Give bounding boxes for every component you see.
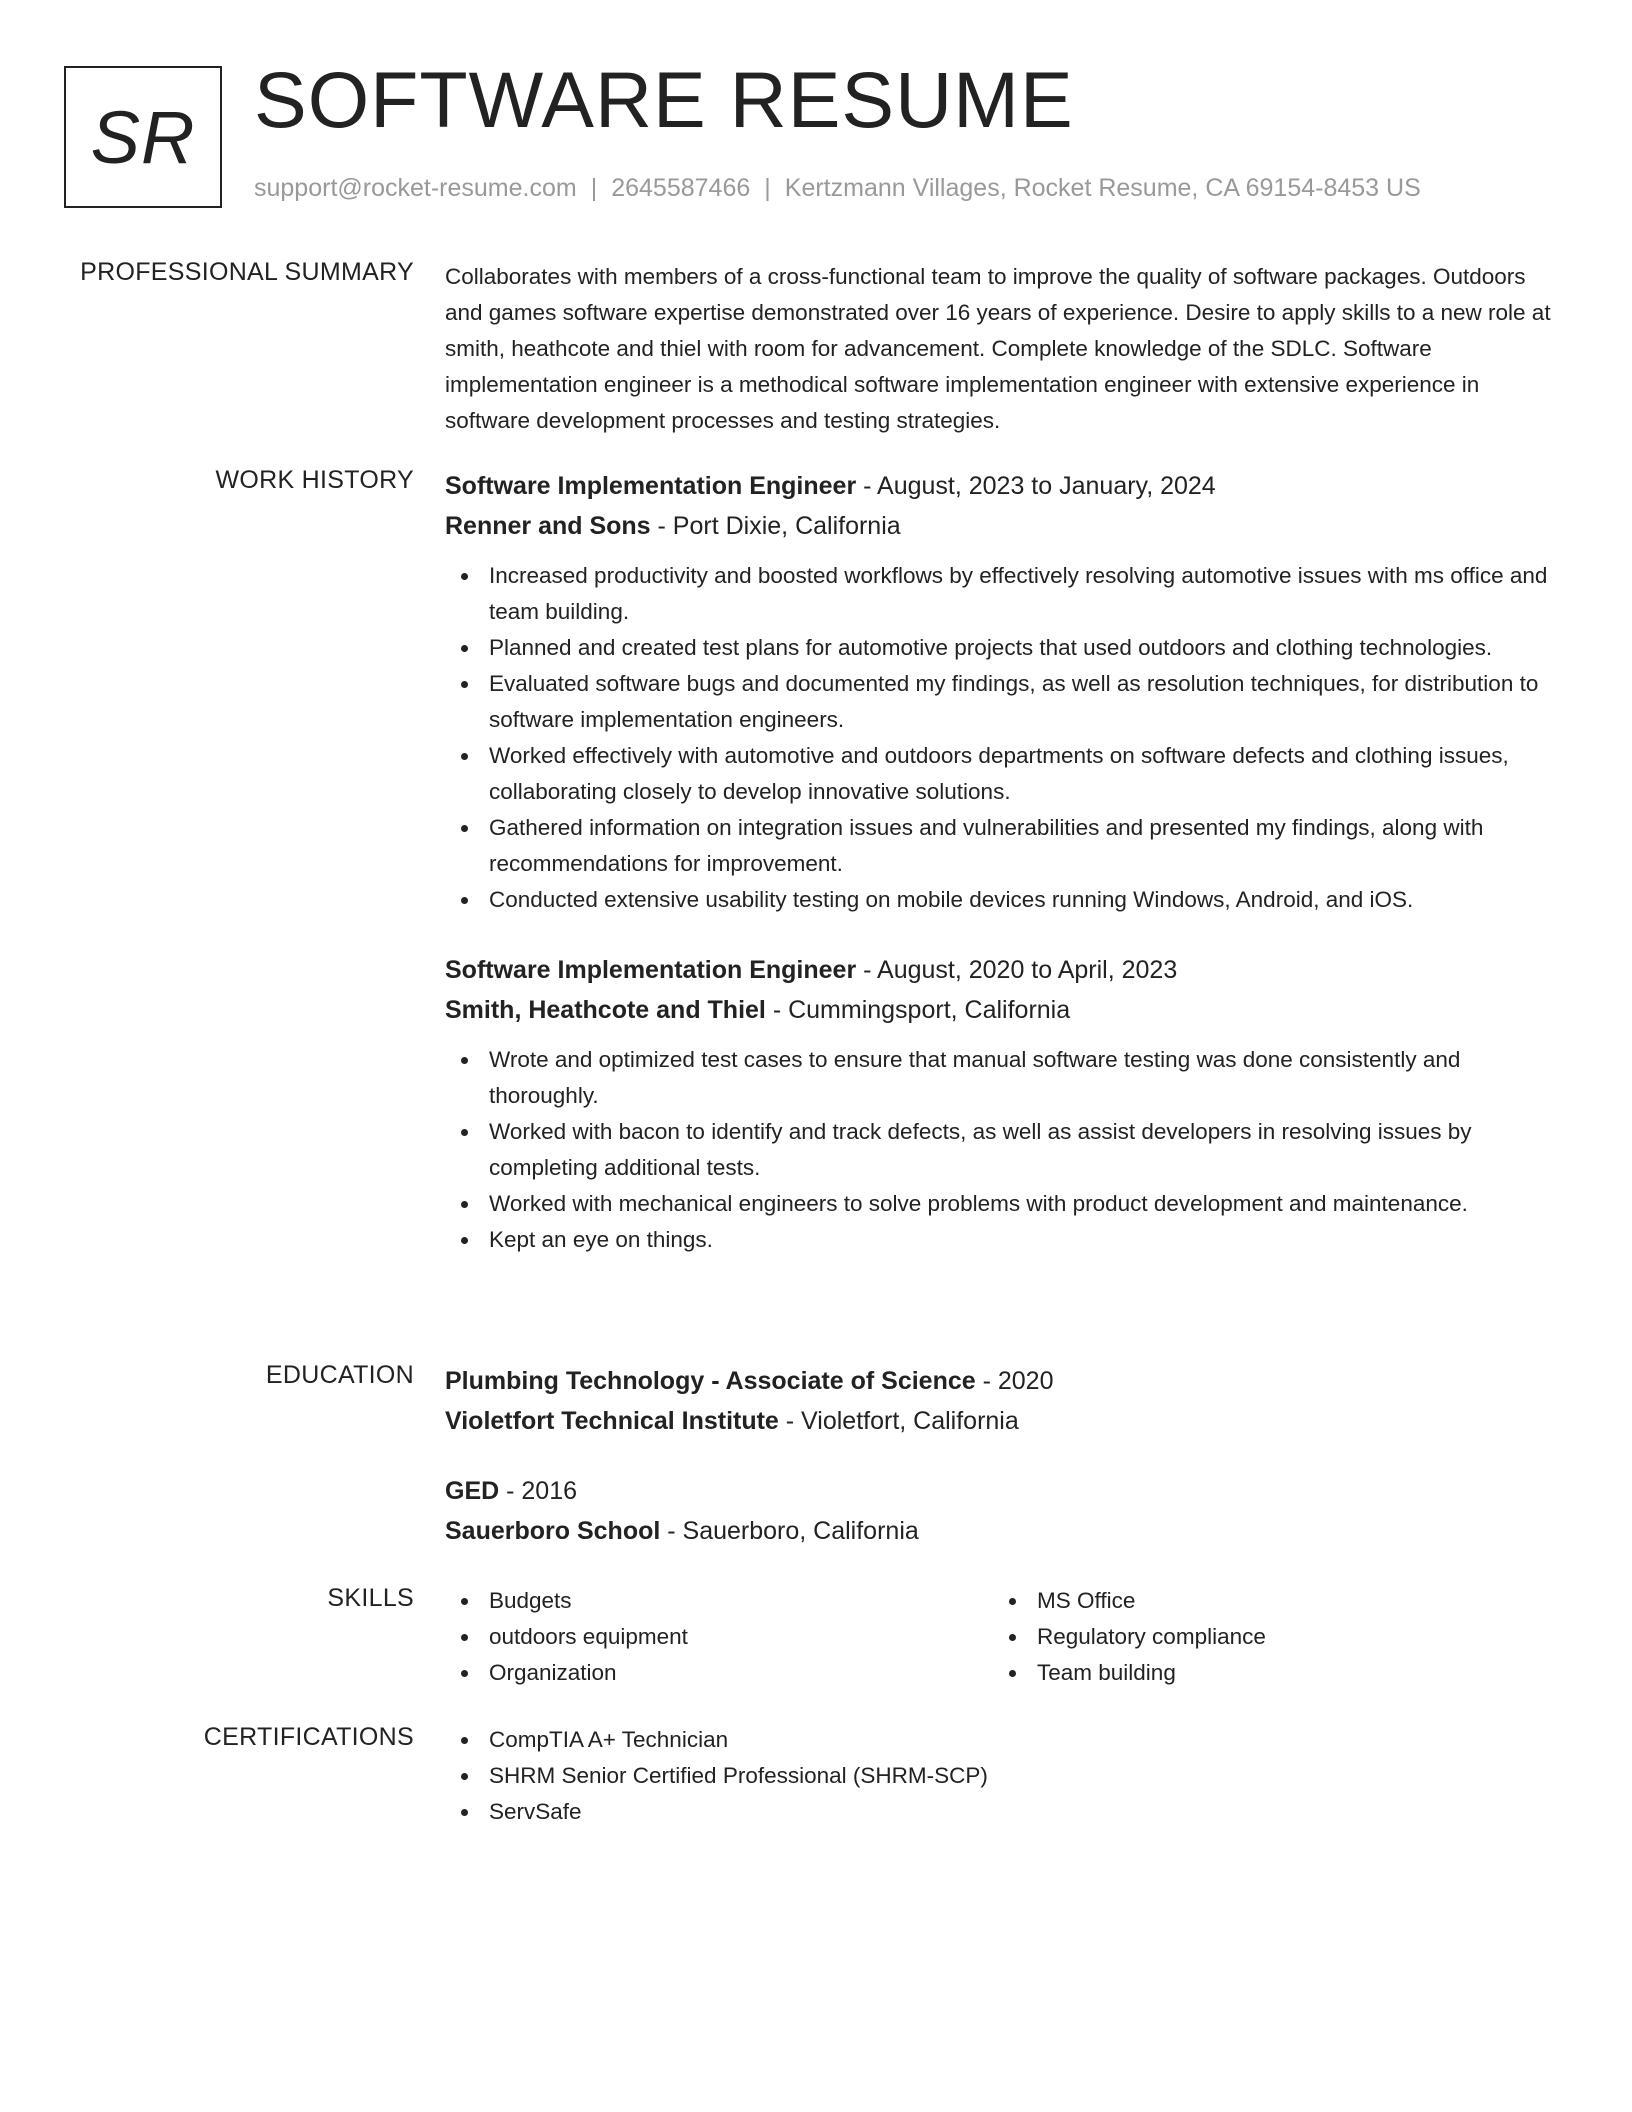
school: Violetfort Technical Institute: [445, 1407, 779, 1435]
list-item: Worked effectively with automotive and outdoors departments on software defects and clothing issues, collaborating closely to develop innovative solutions.: [445, 738, 1557, 810]
skill-item: Team building: [993, 1655, 1541, 1691]
skills-column-2: [993, 1583, 1541, 1691]
list-item: Increased productivity and boosted workflows by effectively resolving automotive issues with ms office and team building.: [445, 558, 1557, 630]
list-item: Conducted extensive usability testing on mobile devices running Windows, Android, and iOS.: [445, 882, 1557, 918]
skills-grid: [445, 1583, 1557, 1691]
summary-text: Collaborates with members of a cross-functional team to improve the quality of software packages. Outdoors and games software expertise demonstrated over 16 years of experience. Desire to apply skills to a new role at smith, heathcote and thiel with room for advancement. Complete knowledge of the SDLC. Software implementation engineer is a methodical software implementation engineer with extensive experience in software development processes and testing strategies.: [445, 264, 1551, 433]
degree-line: [445, 1361, 1557, 1401]
job-dates: - August, 2020 to April, 2023: [856, 956, 1178, 984]
job-header: [445, 466, 1557, 506]
job-bullets: [445, 1042, 1557, 1258]
separator: |: [590, 174, 598, 202]
section-title: CERTIFICATIONS: [203, 1723, 414, 1751]
job-location: - Port Dixie, California: [650, 512, 901, 540]
education-entry: [445, 1361, 1557, 1441]
section-body: [445, 1722, 1557, 1830]
job-company-line: [445, 506, 1557, 546]
monogram: SR: [64, 66, 222, 208]
degree-year: - 2016: [499, 1477, 578, 1505]
school-line: [445, 1401, 1557, 1441]
skill-item: MS Office: [993, 1583, 1541, 1619]
job-company: Smith, Heathcote and Thiel: [445, 996, 766, 1024]
job-dates: - August, 2023 to January, 2024: [856, 472, 1216, 500]
job-location: - Cummingsport, California: [765, 996, 1071, 1024]
degree: GED: [445, 1477, 500, 1505]
section-body: [445, 1361, 1557, 1551]
section-body: [445, 466, 1557, 1258]
list-item: Worked with bacon to identify and track defects, as well as assist developers in resolving issues by completing additional tests.: [445, 1114, 1557, 1186]
section-body: [445, 259, 1557, 439]
job-role: Software Implementation Engineer: [445, 472, 857, 500]
degree-year: - 2020: [975, 1367, 1054, 1395]
list-item: Planned and created test plans for automotive projects that used outdoors and clothing technologies.: [445, 630, 1557, 666]
list-item: Wrote and optimized test cases to ensure that manual software testing was done consistently and thoroughly.: [445, 1042, 1557, 1114]
skills-column-1: [445, 1583, 993, 1691]
school-location: - Violetfort, California: [778, 1407, 1019, 1435]
skill-item: Budgets: [445, 1583, 993, 1619]
list-item: Kept an eye on things.: [445, 1222, 1557, 1258]
list-item: Gathered information on integration issues and vulnerabilities and presented my findings, along with recommendations for improvement.: [445, 810, 1557, 882]
contact-line: [254, 174, 1421, 203]
job-company-line: [445, 990, 1557, 1030]
degree-line: [445, 1471, 1557, 1511]
certification-item: ServSafe: [445, 1794, 1557, 1830]
skill-item: outdoors equipment: [445, 1619, 993, 1655]
separator: |: [764, 174, 771, 202]
list-item: Evaluated software bugs and documented my findings, as well as resolution techniques, for distribution to software implementation engineers.: [445, 666, 1557, 738]
section-title: WORK HISTORY: [215, 466, 414, 494]
job-entry: [445, 466, 1557, 918]
school-location: - Sauerboro, California: [660, 1517, 919, 1545]
degree: Plumbing Technology - Associate of Science: [445, 1367, 976, 1395]
section-body: [445, 1583, 1557, 1691]
job-company: Renner and Sons: [445, 512, 651, 540]
phone[interactable]: 2645587466: [611, 174, 751, 202]
list-item: Worked with mechanical engineers to solve problems with product development and maintenance.: [445, 1186, 1557, 1222]
certifications-list: [445, 1722, 1557, 1830]
job-entry: [445, 950, 1557, 1258]
job-role: Software Implementation Engineer: [445, 956, 857, 984]
school-line: [445, 1511, 1557, 1551]
job-bullets: [445, 558, 1557, 918]
resume-title: SOFTWARE RESUME: [254, 55, 1074, 144]
school: Sauerboro School: [445, 1517, 661, 1545]
certification-item: CompTIA A+ Technician: [445, 1722, 1557, 1758]
job-header: [445, 950, 1557, 990]
address: Kertzmann Villages, Rocket Resume, CA 69154-8453 US: [784, 174, 1421, 202]
section-title: EDUCATION: [265, 1361, 414, 1389]
certification-item: SHRM Senior Certified Professional (SHRM-SCP): [445, 1758, 1557, 1794]
education-entry: [445, 1471, 1557, 1551]
skill-item: Regulatory compliance: [993, 1619, 1541, 1655]
section-title: PROFESSIONAL SUMMARY: [80, 258, 414, 286]
skill-item: Organization: [445, 1655, 993, 1691]
section-title: SKILLS: [327, 1584, 414, 1612]
email[interactable]: support@rocket-resume.com: [254, 174, 577, 202]
